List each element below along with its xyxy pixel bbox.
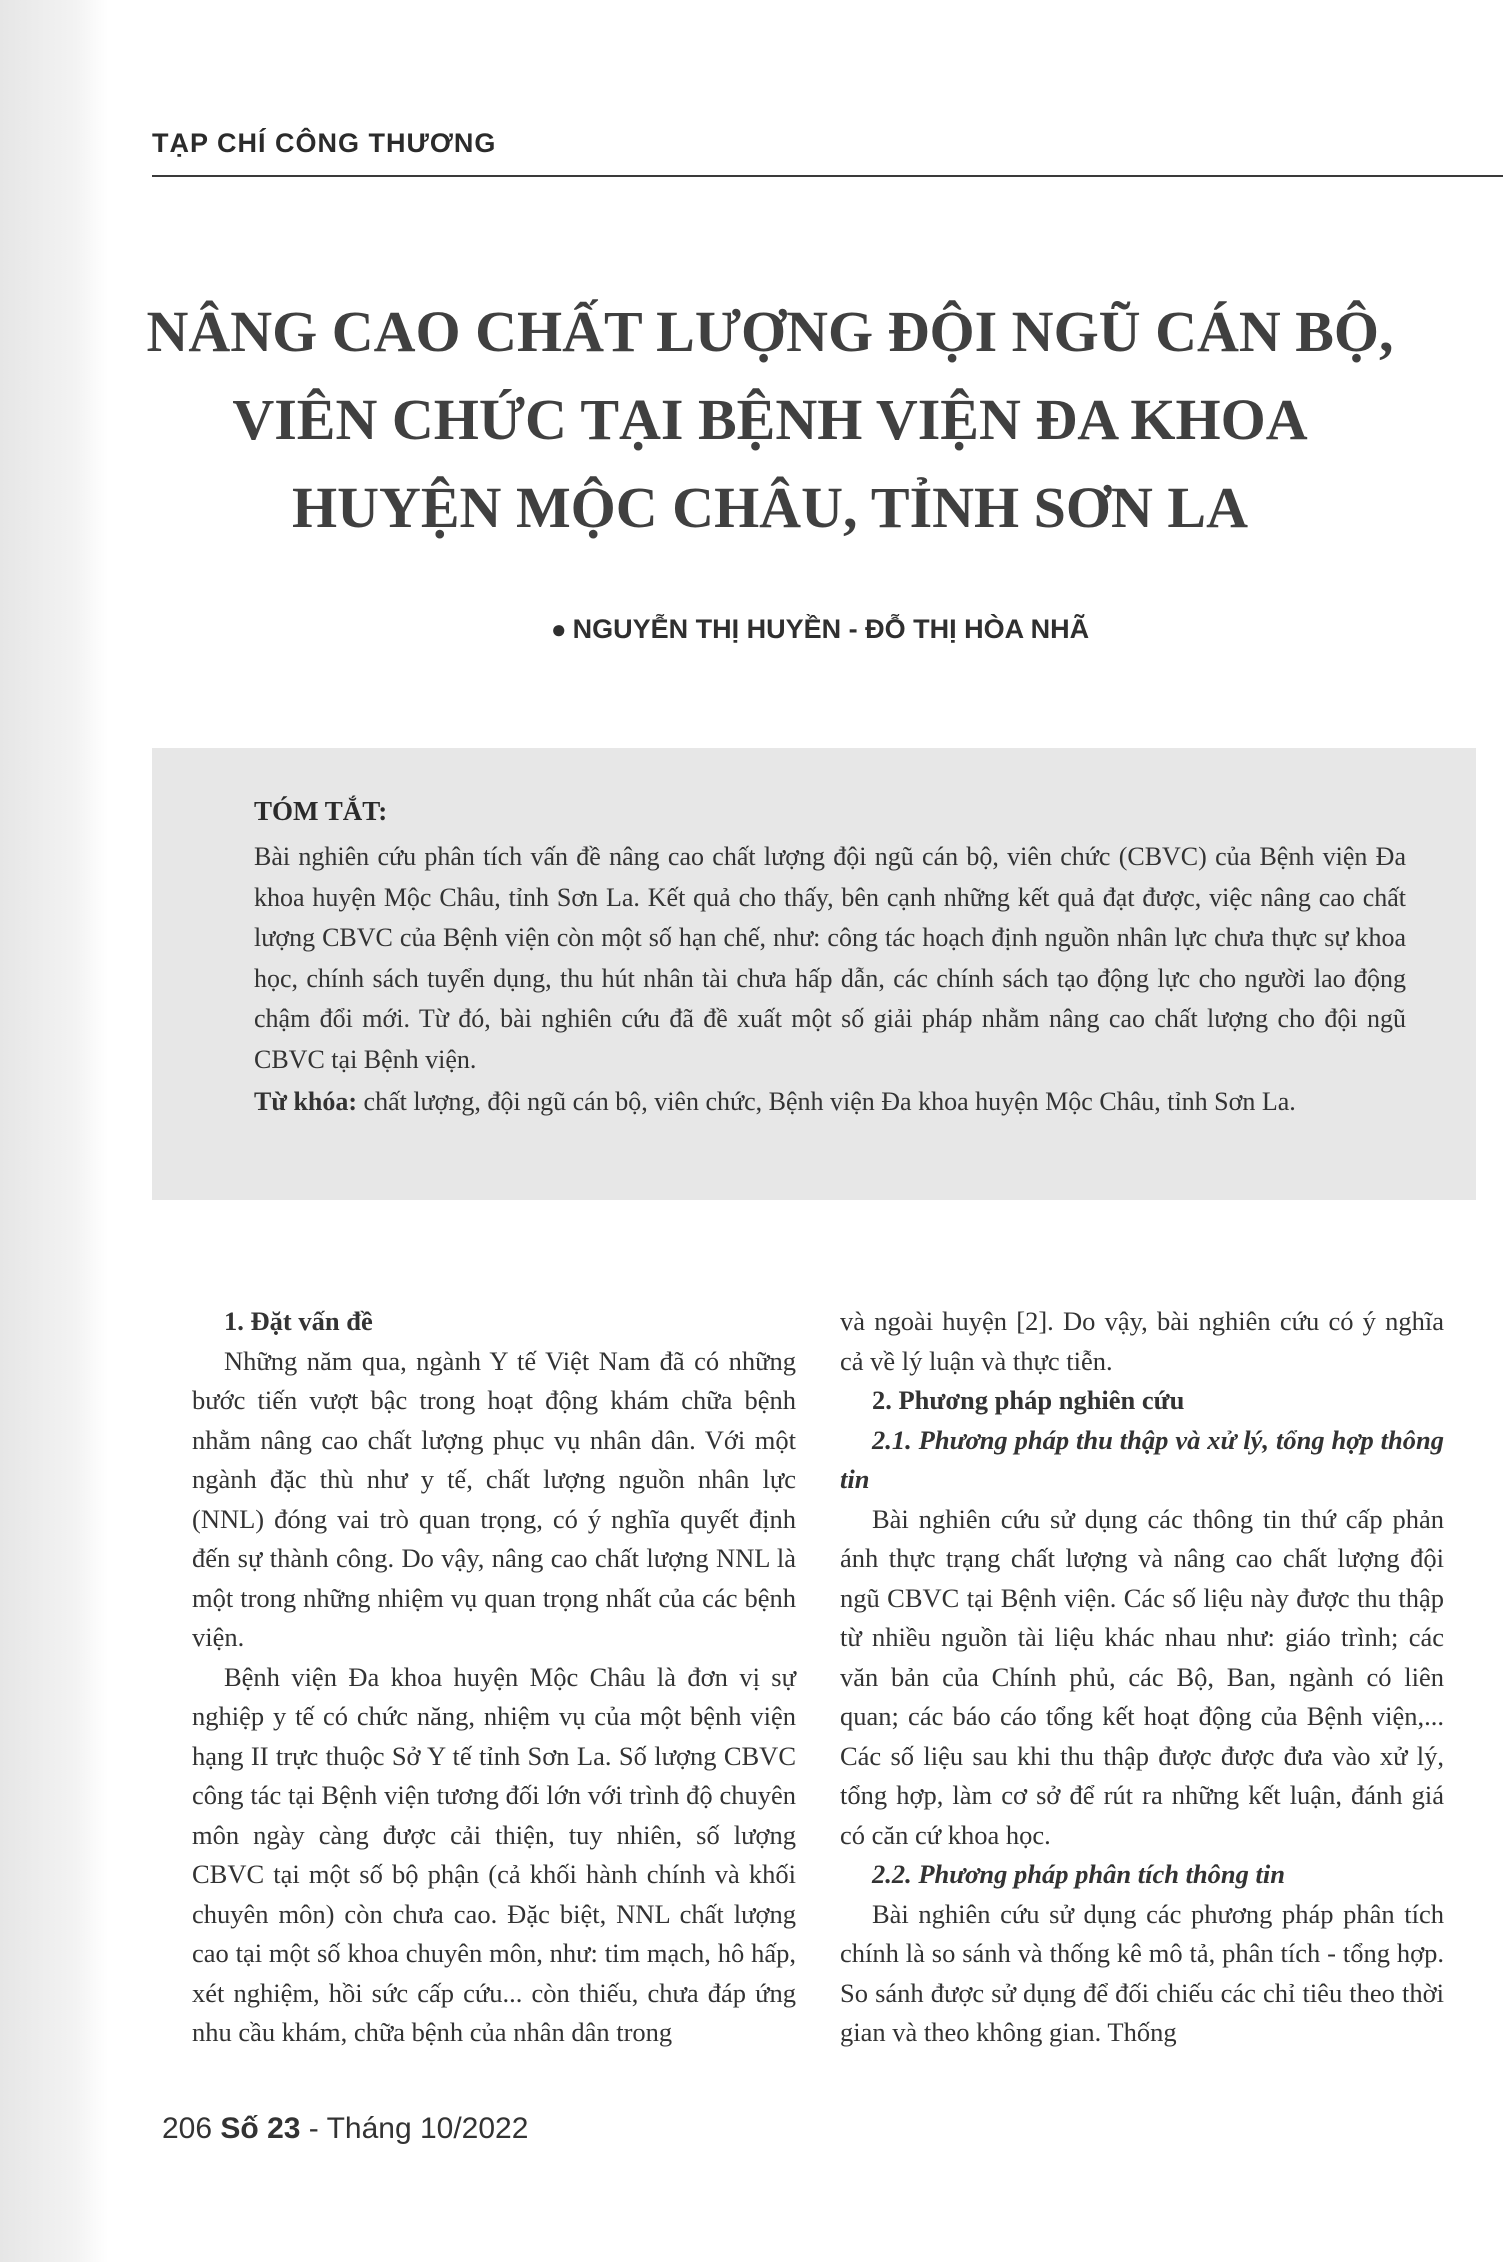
keywords — [254, 1082, 1406, 1123]
article-title — [120, 288, 1420, 552]
issue-date: - Tháng 10/2022 — [300, 2112, 529, 2145]
paragraph: và ngoài huyện [2]. Do vậy, bài nghiên cứu có ý nghĩa cả về lý luận và thực tiễn. — [840, 1306, 1444, 1376]
authors-line — [0, 614, 1503, 645]
title-line: NÂNG CAO CHẤT LƯỢNG ĐỘI NGŨ CÁN BỘ, — [146, 299, 1394, 364]
section-heading: 2. Phương pháp nghiên cứu — [872, 1385, 1185, 1415]
title-line: VIÊN CHỨC TẠI BỆNH VIỆN ĐA KHOA — [232, 387, 1308, 452]
abstract-body: Bài nghiên cứu phân tích vấn đề nâng cao chất lượng đội ngũ cán bộ, viên chức (CBVC) của Bệnh viện Đa khoa huyện Mộc Châu, tỉnh Sơn La. Kết quả cho thấy, bên cạnh những kết quả đạt được, việc nâng cao chất lượng CBVC của Bệnh viện còn một số hạn chế, như: công tác hoạch định nguồn nhân lực chưa thực sự khoa học, chính sách tuyển dụng, thu hút nhân tài chưa hấp dẫn, các chính sách tạo động lực cho người lao động chậm đổi mới. Từ đó, bài nghiên cứu đã đề xuất một số giải pháp nhằm nâng cao chất lượng cho đội ngũ CBVC tại Bệnh viện. — [254, 842, 1406, 1074]
page-footer — [162, 2112, 528, 2146]
journal-name: TẠP CHÍ CÔNG THƯƠNG — [152, 128, 497, 158]
subsection-heading: 2.1. Phương pháp thu thập và xử lý, tổng hợp thông tin — [840, 1424, 1444, 1494]
paragraph: Bệnh viện Đa khoa huyện Mộc Châu là đơn vị sự nghiệp y tế có chức năng, nhiệm vụ của một bệnh viện hạng II trực thuộc Sở Y tế tỉnh Sơn La. Số lượng CBVC công tác tại Bệnh viện tương đối lớn với trình độ chuyên môn ngày càng được cải thiện, tuy nhiên, số lượng CBVC tại một số bộ phận (cả khối hành chính và khối chuyên môn) còn chưa cao. Đặc biệt, NNL chất lượng cao tại một số khoa chuyên môn, như: tim mạch, hô hấp, xét nghiệm, hồi sức cấp cứu... còn thiếu, chưa đáp ứng nhu cầu khám, chữa bệnh của nhân dân trong — [192, 1661, 796, 2047]
bullet-icon: ● — [550, 614, 567, 644]
keywords-text: chất lượng, đội ngũ cán bộ, viên chức, Bệnh viện Đa khoa huyện Mộc Châu, tỉnh Sơn La. — [357, 1087, 1296, 1116]
authors: NGUYỄN THỊ HUYỀN - ĐỖ THỊ HÒA NHÃ — [572, 614, 1090, 644]
abstract-box — [152, 748, 1476, 1200]
page-number: 206 — [162, 2112, 213, 2145]
title-line: HUYỆN MỘC CHÂU, TỈNH SƠN LA — [291, 475, 1248, 540]
header-rule — [152, 175, 1503, 177]
keywords-label: Từ khóa: — [254, 1087, 358, 1116]
section-heading: 1. Đặt vấn đề — [224, 1306, 373, 1336]
paragraph: Những năm qua, ngành Y tế Việt Nam đã có những bước tiến vượt bậc trong hoạt động khám chữa bệnh nhằm nâng cao chất lượng phục vụ nhân dân. Với một ngành đặc thù như y tế, chất lượng nguồn nhân lực (NNL) đóng vai trò quan trọng, có ý nghĩa quyết định đến sự thành công. Do vậy, nâng cao chất lượng NNL là một trong những nhiệm vụ quan trọng nhất của các bệnh viện. — [192, 1345, 796, 1652]
right-column — [840, 1302, 1444, 2053]
page-gutter — [0, 0, 108, 2262]
paragraph: Bài nghiên cứu sử dụng các phương pháp phân tích chính là so sánh và thống kê mô tả, phân tích - tổng hợp. So sánh được sử dụng để đối chiếu các chỉ tiêu theo thời gian và theo không gian. Thống — [840, 1898, 1444, 2047]
issue-number: Số 23 — [220, 2112, 301, 2145]
paragraph: Bài nghiên cứu sử dụng các thông tin thứ cấp phản ánh thực trạng chất lượng và nâng cao chất lượng đội ngũ CBVC tại Bệnh viện. Các số liệu này được thu thập từ nhiều nguồn tài liệu khác nhau như: giáo trình; các văn bản của Chính phủ, các Bộ, Ban, ngành có liên quan; các báo cáo tổng kết hoạt động của Bệnh viện,... Các số liệu sau khi thu thập được được đưa vào xử lý, tổng hợp, làm cơ sở để rút ra những kết luận, đánh giá có căn cứ khoa học. — [840, 1503, 1444, 1850]
abstract-heading: TÓM TẮT: — [254, 796, 388, 826]
left-column — [192, 1302, 796, 2053]
subsection-heading: 2.2. Phương pháp phân tích thông tin — [872, 1859, 1286, 1889]
